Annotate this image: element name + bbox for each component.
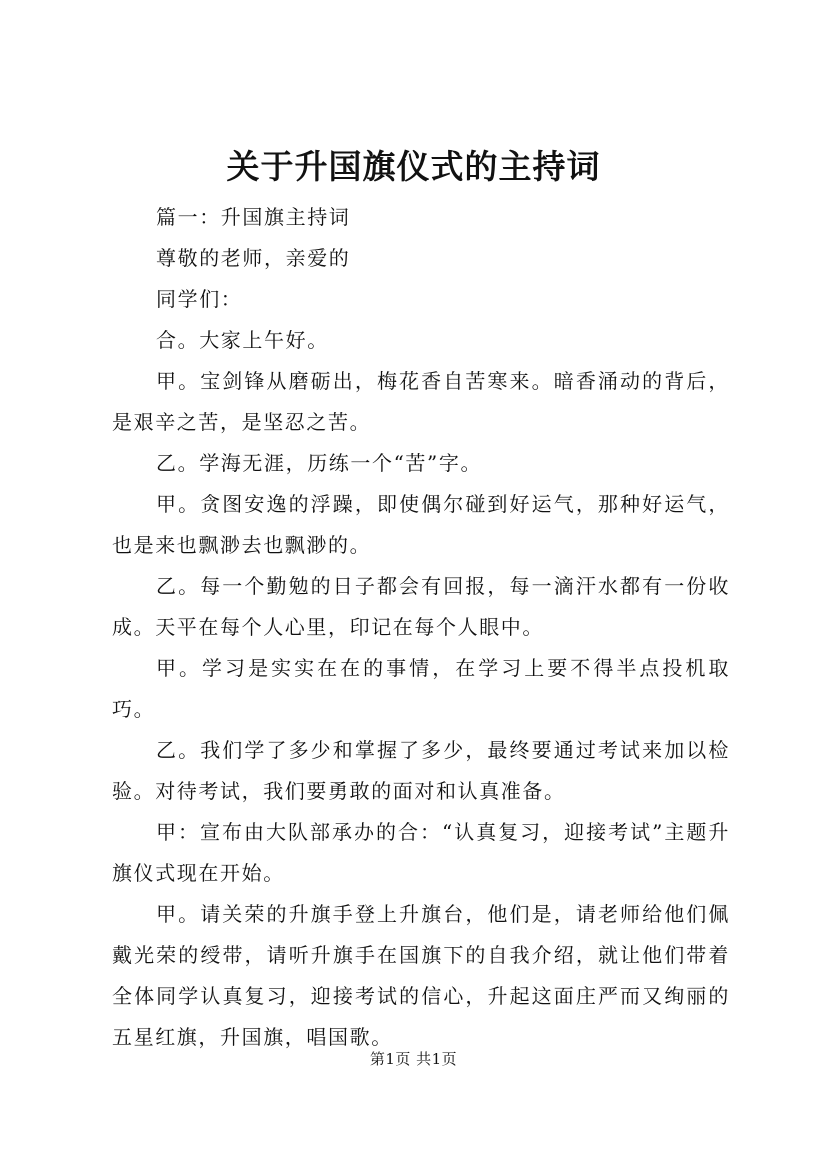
document-body [112, 197, 730, 1058]
paragraph-salutation-1: 尊敬的老师，亲爱的 [156, 246, 351, 270]
document-title: 关于升国旗仪式的主持词 [226, 147, 601, 186]
paragraph: 甲。学习是实实在在的事情，在学习上要不得半点投机取巧。 [112, 656, 730, 721]
paragraph-section-heading: 篇一：升国旗主持词 [156, 205, 351, 229]
paragraph: 甲：宣布由大队部承办的合：“认真复习，迎接考试”主题升旗仪式现在开始。 [112, 820, 730, 885]
paragraph: 甲。贪图安逸的浮躁，即使偶尔碰到好运气，那种好运气，也是来也飘渺去也飘渺的。 [112, 492, 730, 557]
paragraph: 乙。学海无涯，历练一个“苦”字。 [156, 451, 483, 475]
paragraph: 合。大家上午好。 [156, 328, 329, 352]
paragraph: 甲。宝剑锋从磨砺出，梅花香自苦寒来。暗香涌动的背后，是艰辛之苦，是坚忍之苦。 [112, 369, 730, 434]
paragraph: 甲。请关荣的升旗手登上升旗台，他们是，请老师给他们佩戴光荣的绶带，请听升旗手在国旗下的自我介绍，就让他们带着全体同学认真复习，迎接考试的信心，升起这面庄严而又绚丽的五星红旗，升国旗，唱国歌。 [112, 902, 730, 1049]
paragraph: 乙。每一个勤勉的日子都会有回报，每一滴汗水都有一份收成。天平在每个人心里，印记在每个人眼中。 [112, 574, 730, 639]
page-footer: 第1页 共1页 [369, 1050, 458, 1068]
paragraph: 乙。我们学了多少和掌握了多少，最终要通过考试来加以检验。对待考试，我们要勇敢的面对和认真准备。 [112, 738, 730, 803]
paragraph-salutation-2: 同学们： [156, 287, 243, 311]
